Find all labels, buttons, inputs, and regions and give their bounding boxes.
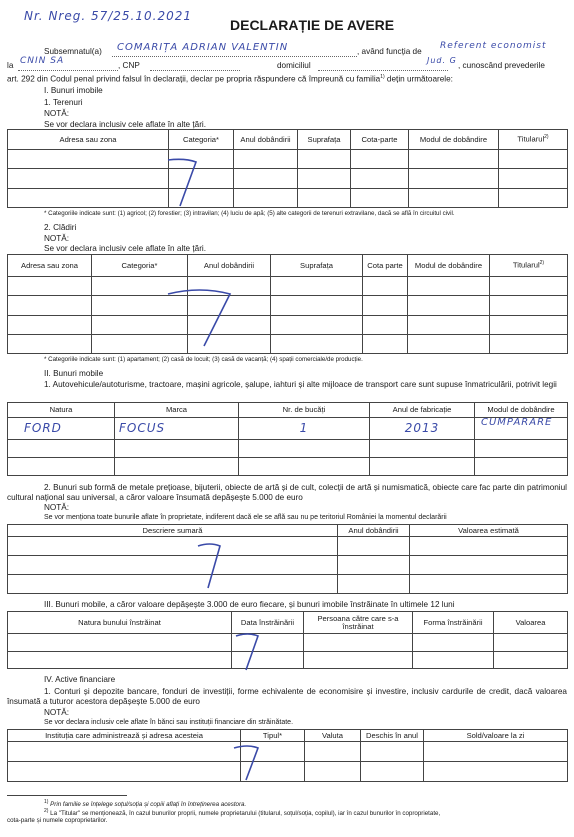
land-col-holder-label: Titularul xyxy=(517,134,545,144)
bank-col-balance: Sold/valoare la zi xyxy=(424,730,568,742)
table-row xyxy=(8,742,568,762)
intro-label-domiciliul: domiciliul xyxy=(277,61,311,70)
section-1-title: I. Bunuri imobile xyxy=(44,86,103,95)
declarant-name: COMARIȚA ADRIAN VALENTIN xyxy=(117,42,289,53)
val-col-year: Anul dobândirii xyxy=(338,525,410,537)
build-col-address: Adresa sau zona xyxy=(8,255,92,277)
build-col-acquisition: Modul de dobândire xyxy=(408,255,490,277)
table-row xyxy=(8,634,568,652)
section-2-1-title: 1. Autovehicule/autoturisme, tractoare, mașini agricole, șalupe, iahturi și alte mijloace de transport care sunt supuse înmatriculării, potrivit legii xyxy=(44,380,557,389)
table-row xyxy=(8,277,568,296)
document-title: DECLARAȚIE DE AVERE xyxy=(230,17,395,33)
table-row xyxy=(8,575,568,594)
section-2-title: II. Bunuri mobile xyxy=(44,369,104,378)
vehicle-brand-value: FOCUS xyxy=(115,418,239,440)
build-col-year: Anul dobândirii xyxy=(188,255,271,277)
footnote-2-marker: 2) xyxy=(44,808,49,814)
footnote-1-text: Prin familie se înțelege soțul/soția și copiii aflați în întreținerea acestora. xyxy=(48,801,247,809)
intro-label-la: la xyxy=(7,61,14,70)
bank-col-currency: Valuta xyxy=(305,730,361,742)
veh-col-count: Nr. de bucăți xyxy=(239,403,370,418)
cnp-dotted-line xyxy=(150,70,240,71)
footnote-1 xyxy=(44,799,246,808)
intro-legal-statement xyxy=(7,74,453,84)
val-col-description: Descriere sumară xyxy=(8,525,338,537)
alien-col-value: Valoarea xyxy=(494,612,568,634)
alien-col-date: Data înstrăinării xyxy=(232,612,304,634)
table-row xyxy=(8,458,568,476)
section-1-1-nota-text: Se vor declara inclusiv cele aflate în alte țări. xyxy=(44,120,207,129)
vehicle-type-value: FORD xyxy=(8,418,115,440)
intro-legal-text: art. 292 din Codul penal privind falsul în declarații, declar pe propria răspundere că împreună cu familia xyxy=(7,74,381,84)
address-value: Jud. G xyxy=(427,56,457,65)
build-col-holder-label: Titularul xyxy=(512,260,540,270)
land-col-share: Cota-parte xyxy=(351,130,409,150)
land-table xyxy=(7,129,568,208)
land-col-acquisition: Modul de dobândire xyxy=(409,130,499,150)
table-row xyxy=(8,188,568,207)
employer-dotted-line xyxy=(18,70,118,71)
footnote-2-text: La "Titular" se menționează, în cazul bunurilor proprii, numele proprietarului (titularul, soțul/soția, copilul), iar în cazul bunurilor în coproprietate, xyxy=(48,810,441,818)
bank-col-institution: Instituția care administrează și adresa acesteia xyxy=(8,730,241,742)
footnote-separator xyxy=(7,795,127,796)
table-row xyxy=(8,418,568,440)
buildings-table xyxy=(7,254,568,354)
table-row xyxy=(8,334,568,353)
bank-accounts-table xyxy=(7,729,568,782)
section-1-2-nota-text: Se vor declara inclusiv cele aflate în alte țări. xyxy=(44,244,207,253)
alienated-table xyxy=(7,611,568,669)
name-dotted-line xyxy=(112,56,357,57)
land-footnote: * Categoriile indicate sunt: (1) agricol; (2) forestier; (3) intravilan; (4) luciu de apă; (5) alte categorii de terenuri extravilane, dacă se află în circuitul civil. xyxy=(44,210,455,217)
section-1-1-title: 1. Terenuri xyxy=(44,98,83,107)
land-col-year: Anul dobândirii xyxy=(234,130,298,150)
alien-col-type: Natura bunului înstrăinat xyxy=(8,612,232,634)
vehicle-year-value: 2013 xyxy=(370,418,475,440)
section-3-title: III. Bunuri mobile, a căror valoare depășește 3.000 de euro fiecare, și bunuri imobile înstrăinate în ultimele 12 luni xyxy=(44,600,455,609)
veh-col-year: Anul de fabricație xyxy=(370,403,475,418)
land-col-address: Adresa sau zona xyxy=(8,130,169,150)
section-1-1-nota: NOTĂ: xyxy=(44,109,70,118)
build-col-category: Categoria* xyxy=(92,255,188,277)
veh-col-type: Natura xyxy=(8,403,115,418)
section-1-2-title: 2. Clădiri xyxy=(44,223,77,232)
bank-col-type: Tipul* xyxy=(241,730,305,742)
table-row xyxy=(8,150,568,169)
build-col-holder: Titularul$^{2)}$ xyxy=(490,255,568,277)
footnote-2 xyxy=(44,808,440,817)
valuables-table xyxy=(7,524,568,594)
table-row xyxy=(8,762,568,782)
registration-number: Nr. Nreg. 57/25.10.2021 xyxy=(24,9,192,23)
veh-col-brand: Marca xyxy=(115,403,239,418)
vehicles-table xyxy=(7,402,568,476)
section-4-1-title: 1. Conturi și depozite bancare, fonduri de investiții, forme echivalente de economisire și investire, inclusiv cardurile de credit, dacă valoarea însumată a tuturor acestora depășește 5.000 de euro xyxy=(7,687,567,706)
table-row xyxy=(8,440,568,458)
address-dotted-line xyxy=(318,70,448,71)
section-4-1-nota: NOTĂ: xyxy=(44,708,70,717)
section-4-title: IV. Active financiare xyxy=(44,675,116,684)
val-col-value: Valoarea estimată xyxy=(410,525,568,537)
table-row xyxy=(8,556,568,575)
section-1-2-nota: NOTĂ: xyxy=(44,234,70,243)
employer-name: CNIN SA xyxy=(20,56,65,66)
intro-label-functia: , având funcția de xyxy=(357,47,422,56)
footnote-2-continued: cota-parte și numele coproprietarilor. xyxy=(7,817,108,824)
alien-col-form: Forma înstrăinării xyxy=(413,612,494,634)
veh-col-acquisition: Modul de dobândire xyxy=(475,403,568,418)
land-col-surface: Suprafața xyxy=(298,130,351,150)
table-row xyxy=(8,537,568,556)
table-row xyxy=(8,296,568,315)
declarant-function: Referent economist xyxy=(440,41,547,51)
vehicle-acquisition-value: CUMPARARE xyxy=(475,418,568,440)
buildings-footnote: * Categoriile indicate sunt: (1) apartament; (2) casă de locuit; (3) casă de vacanță; (4) spații comerciale/de producție. xyxy=(44,356,363,363)
table-row xyxy=(8,169,568,188)
section-4-1-nota-text: Se vor declara inclusiv cele aflate în bănci sau instituții financiare din străinătate. xyxy=(44,719,294,726)
alien-col-person: Persoana către care s-a înstrăinat xyxy=(304,612,413,634)
footnote-ref-1: 1) xyxy=(380,74,385,80)
section-2-2-title: 2. Bunuri sub formă de metale prețioase, bijuterii, obiecte de artă și de cult, colecții de artă și numismatică, obiecte care fac parte din patrimoniul cultural național sau universal, a căror valoare însumată depășește 5.000 de euro xyxy=(7,483,567,502)
land-col-holder: Titularul$^{2)}$ xyxy=(499,130,568,150)
footnote-1-marker: 1) xyxy=(44,799,49,805)
section-2-2-nota-text: Se vor menționa toate bunurile aflate în proprietate, indiferent dacă ele se află sau nu pe teritoriul României la momentul declarării xyxy=(44,514,447,521)
build-col-surface: Suprafața xyxy=(271,255,363,277)
build-col-share: Cota parte xyxy=(363,255,408,277)
vehicle-count-value: 1 xyxy=(239,418,370,440)
intro-label-subsemnatul: Subsemnatul(a) xyxy=(44,47,102,56)
intro-legal-end: dețin următoarele: xyxy=(384,74,453,84)
intro-label-cnp: , CNP xyxy=(118,61,140,70)
table-row xyxy=(8,651,568,669)
section-2-2-nota: NOTĂ: xyxy=(44,503,70,512)
bank-col-opened: Deschis în anul xyxy=(361,730,424,742)
table-row xyxy=(8,315,568,334)
intro-label-prevederile: , cunoscând prevederile xyxy=(458,61,545,70)
land-col-category: Categoria* xyxy=(169,130,234,150)
